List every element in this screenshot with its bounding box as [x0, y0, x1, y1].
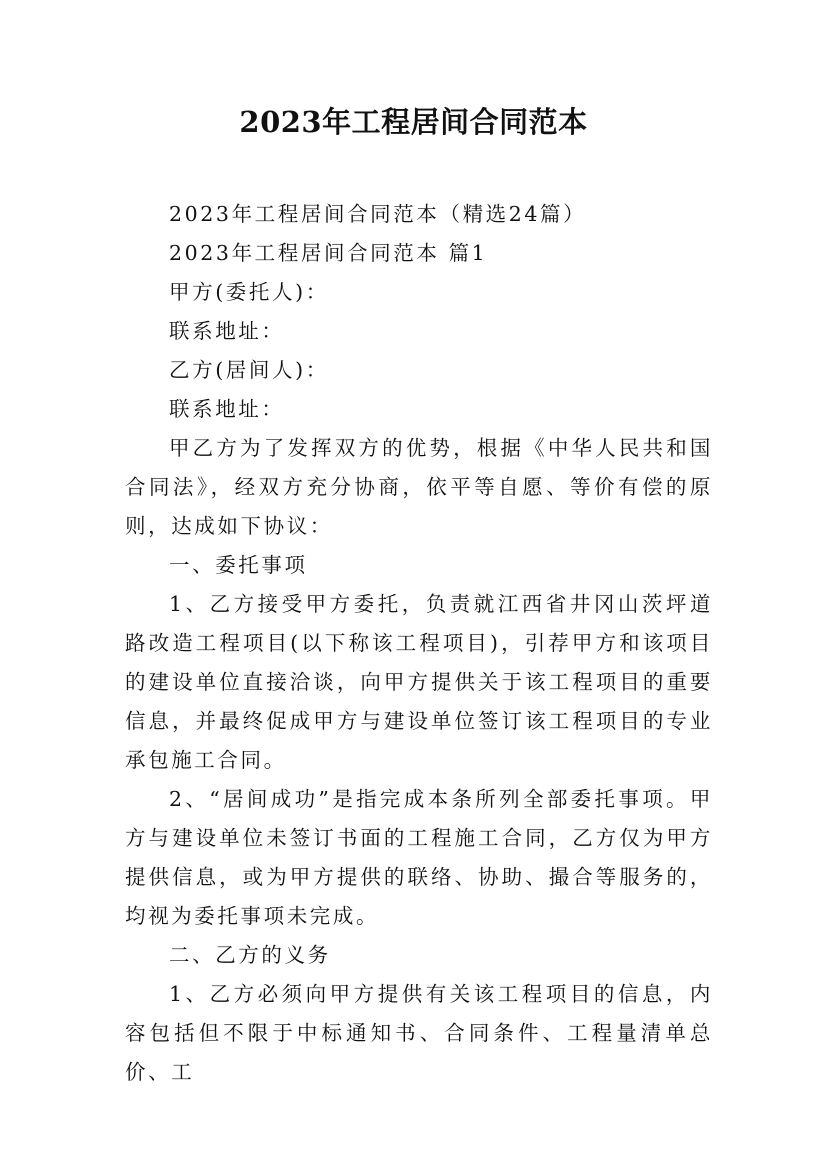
paragraph-heading-party-b-obligations: 二、乙方的义务: [169, 943, 331, 967]
paragraph-clause-1-1: 1、乙方接受甲方委托，负责就江西省井冈山茨坪道路改造工程项目(以下称该工程项目)，引荐甲方和该项目的建设单位直接洽谈，向甲方提供关于该工程项目的重要信息，并最终促成甲方与建设单位签订该工程项目的专业承包施工合同。: [125, 592, 713, 772]
paragraph-party-b-address: 联系地址：: [169, 397, 285, 421]
paragraph-subtitle: 2023年工程居间合同范本（精选24篇）: [169, 202, 587, 226]
paragraph-party-a-address: 联系地址：: [169, 319, 285, 343]
paragraph-party-b: 乙方(居间人)：: [169, 358, 329, 382]
document-title: 2023年工程居间合同范本: [239, 105, 588, 139]
document-body: [125, 195, 713, 1092]
paragraph-party-a: 甲方(委托人)：: [169, 280, 329, 304]
paragraph-preamble: 甲乙方为了发挥双方的优势，根据《中华人民共和国合同法》，经双方充分协商，依平等自愿、等价有偿的原则，达成如下协议：: [125, 436, 713, 538]
paragraph-clause-2-1: 1、乙方必须向甲方提供有关该工程项目的信息，内容包括但不限于中标通知书、合同条件、工程量清单总价、工: [125, 982, 713, 1084]
paragraph-clause-1-2: 2、“居间成功”是指完成本条所列全部委托事项。甲方与建设单位未签订书面的工程施工合同，乙方仅为甲方提供信息，或为甲方提供的联络、协助、撮合等服务的，均视为委托事项未完成。: [125, 787, 713, 928]
paragraph-heading-entrusted-matters: 一、委托事项: [169, 553, 308, 577]
paragraph-section-heading: 2023年工程居间合同范本 篇1: [169, 241, 488, 265]
